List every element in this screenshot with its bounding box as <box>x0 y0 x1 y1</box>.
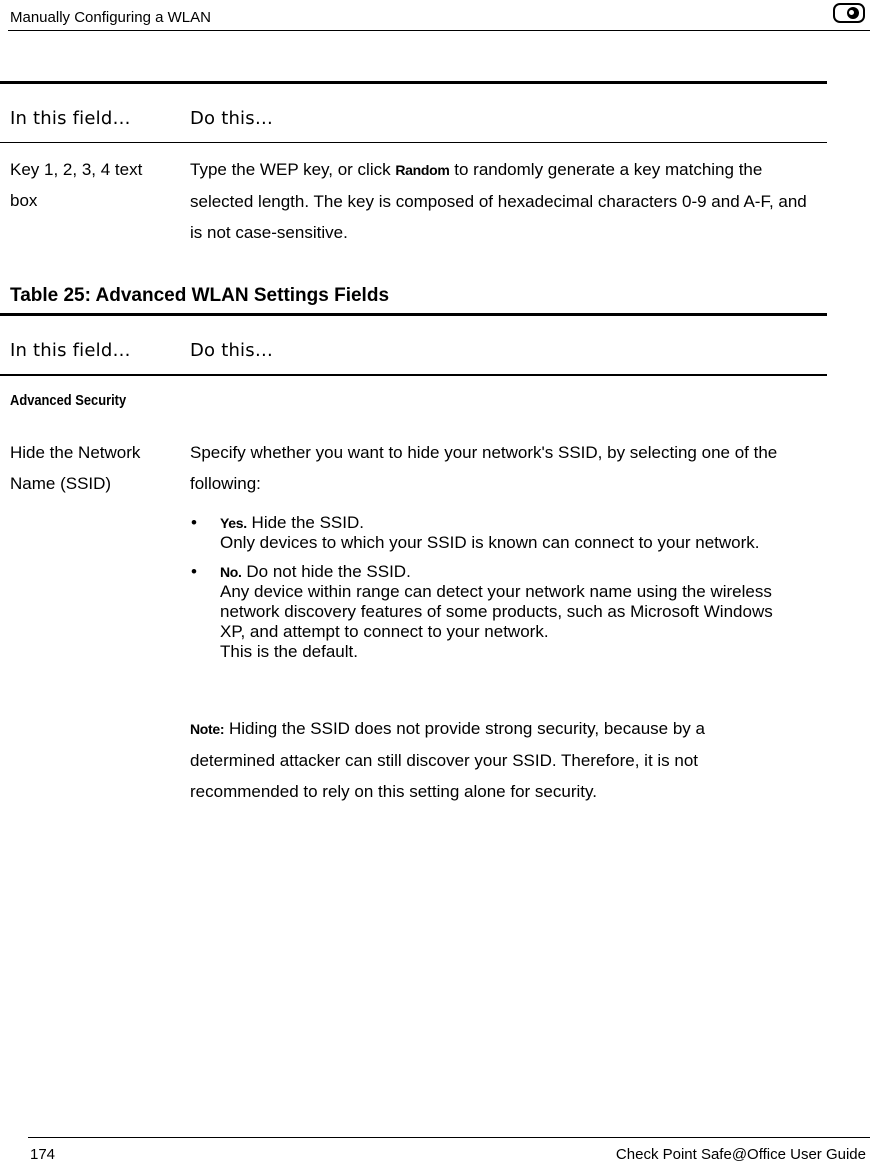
table1-top-rule <box>0 81 827 84</box>
table2-field-cell: Hide the Network Name (SSID) <box>10 443 141 493</box>
table1-col2-header: Do this… <box>190 108 274 129</box>
option-detail: Any device within range can detect your network name using the wireless network discovery features of some products, such as Microsoft Windows XP, and attempt to connect to your network. <box>220 582 773 641</box>
table2-top-rule <box>0 313 827 316</box>
bullet-icon: • <box>191 562 197 581</box>
option-label: Yes. <box>220 515 247 531</box>
option-text: Hide the SSID. <box>246 513 364 532</box>
table2-description-cell: Specify whether you want to hide your network's SSID, by selecting one of the following: <box>190 443 778 493</box>
table-caption: Table 25: Advanced WLAN Settings Fields <box>10 285 390 306</box>
bullet-icon: • <box>191 513 197 532</box>
table1-desc-text-rest: to randomly generate a key matching the selected length. The key is composed of hexadecimal characters 0-9 and A-F, and is not case-sensitive. <box>190 160 807 242</box>
option-label: No. <box>220 564 242 580</box>
option-text: Do not hide the SSID. <box>241 562 411 581</box>
note <box>190 713 790 807</box>
list-item <box>190 562 790 662</box>
table1-description-cell <box>190 154 810 248</box>
footer-divider <box>28 1137 870 1138</box>
table2-header-rule <box>0 374 827 376</box>
note-label: Note: <box>190 721 225 737</box>
guide-title: Check Point Safe@Office User Guide <box>615 1146 866 1163</box>
option-default-note: This is the default. <box>220 642 358 661</box>
option-list <box>190 513 790 671</box>
header-divider <box>8 30 870 31</box>
random-label: Random <box>395 162 450 178</box>
table1-field-cell: Key 1, 2, 3, 4 text box <box>10 160 143 210</box>
section-heading-text: Advanced Security <box>10 392 127 409</box>
check-point-logo-icon <box>833 3 865 23</box>
section-heading <box>10 392 145 410</box>
list-item <box>190 513 790 553</box>
table2-col1-header: In this field… <box>10 340 131 361</box>
note-text: Hiding the SSID does not provide strong security, because by a determined attacker can still discover your SSID. Therefore, it is not recommended to rely on this setting alone for security. <box>190 719 705 801</box>
option-detail: Only devices to which your SSID is known can connect to your network. <box>220 533 760 552</box>
table1-col1-header: In this field… <box>10 108 131 129</box>
table1-header-rule <box>0 142 827 143</box>
page-number: 174 <box>30 1146 56 1163</box>
table2-col2-header: Do this… <box>190 340 274 361</box>
running-header-title: Manually Configuring a WLAN <box>10 9 211 26</box>
table1-desc-text: Type the WEP key, or click <box>190 160 396 179</box>
